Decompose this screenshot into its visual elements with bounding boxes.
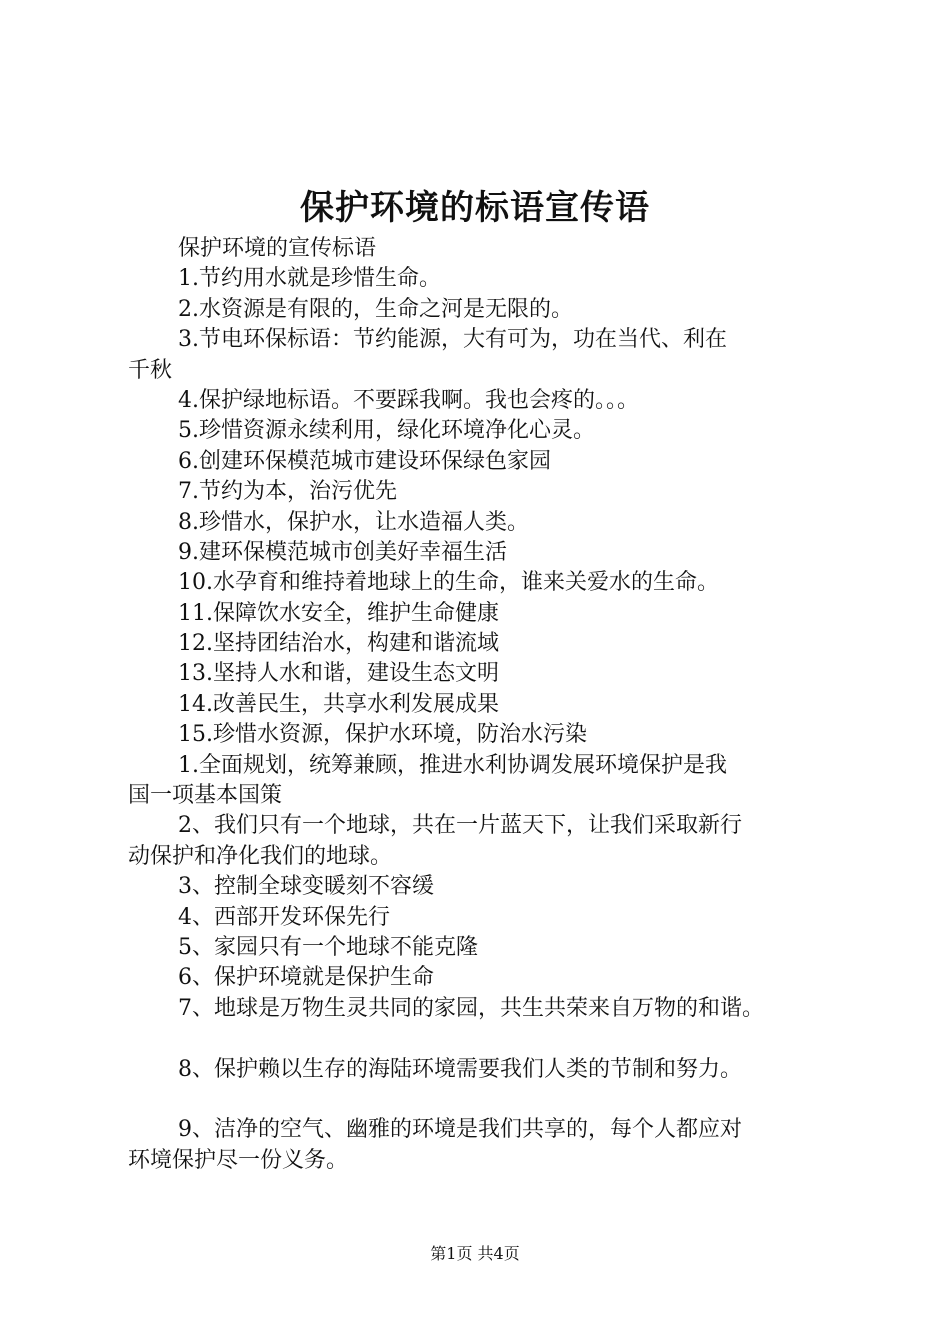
text-line: 4、西部开发环保先行 bbox=[178, 904, 390, 930]
text-line: 5.珍惜资源永续利用，绿化环境净化心灵。 bbox=[178, 418, 595, 444]
text-line: 9、洁净的空气、幽雅的环境是我们共享的，每个人都应对 bbox=[178, 1117, 742, 1143]
text-line: 3、控制全球变暖刻不容缓 bbox=[178, 874, 434, 900]
text-line: 2、我们只有一个地球，共在一片蓝天下，让我们采取新行 bbox=[178, 813, 742, 839]
document-body bbox=[128, 234, 840, 1176]
blank-line bbox=[128, 1024, 840, 1054]
text-line: 11.保障饮水安全，维护生命健康 bbox=[178, 600, 499, 626]
document-title: 保护环境的标语宣传语 bbox=[300, 188, 650, 228]
text-line: 7、地球是万物生灵共同的家园，共生共荣来自万物的和谐。 bbox=[178, 995, 764, 1021]
text-line: 13.坚持人水和谐，建设生态文明 bbox=[178, 661, 499, 687]
blank-line bbox=[128, 1085, 840, 1115]
text-line: 6.创建环保模范城市建设环保绿色家园 bbox=[178, 448, 551, 474]
text-line: 国一项基本国策 bbox=[128, 783, 283, 809]
text-line: 千秋 bbox=[128, 357, 173, 383]
text-line: 14.改善民生，共享水利发展成果 bbox=[178, 691, 499, 717]
text-line: 7.节约为本，治污优先 bbox=[178, 479, 397, 505]
text-line: 6、保护环境就是保护生命 bbox=[178, 965, 434, 991]
text-line: 1.节约用水就是珍惜生命。 bbox=[178, 266, 441, 292]
page-footer: 第1页 共4页 bbox=[430, 1244, 520, 1263]
text-line: 保护环境的宣传标语 bbox=[178, 236, 377, 261]
text-line: 9.建环保模范城市创美好幸福生活 bbox=[178, 539, 507, 565]
text-line: 2.水资源是有限的，生命之河是无限的。 bbox=[178, 296, 573, 322]
text-line: 3.节电环保标语：节约能源，大有可为，功在当代、利在 bbox=[178, 327, 727, 353]
text-line: 15.珍惜水资源，保护水环境，防治水污染 bbox=[178, 722, 587, 748]
text-line: 12.坚持团结治水，构建和谐流域 bbox=[178, 631, 499, 657]
text-line: 4.保护绿地标语。不要踩我啊。我也会疼的。。。 bbox=[178, 387, 639, 413]
text-line: 1.全面规划，统筹兼顾，推进水利协调发展环境保护是我 bbox=[178, 752, 727, 778]
text-line: 5、家园只有一个地球不能克隆 bbox=[178, 934, 478, 960]
text-line: 环境保护尽一份义务。 bbox=[128, 1147, 349, 1173]
text-line: 10.水孕育和维持着地球上的生命，谁来关爱水的生命。 bbox=[178, 570, 719, 596]
text-line: 动保护和净化我们的地球。 bbox=[128, 843, 393, 869]
text-line: 8.珍惜水，保护水，让水造福人类。 bbox=[178, 509, 529, 535]
text-line: 8、保护赖以生存的海陆环境需要我们人类的节制和努力。 bbox=[178, 1056, 742, 1082]
